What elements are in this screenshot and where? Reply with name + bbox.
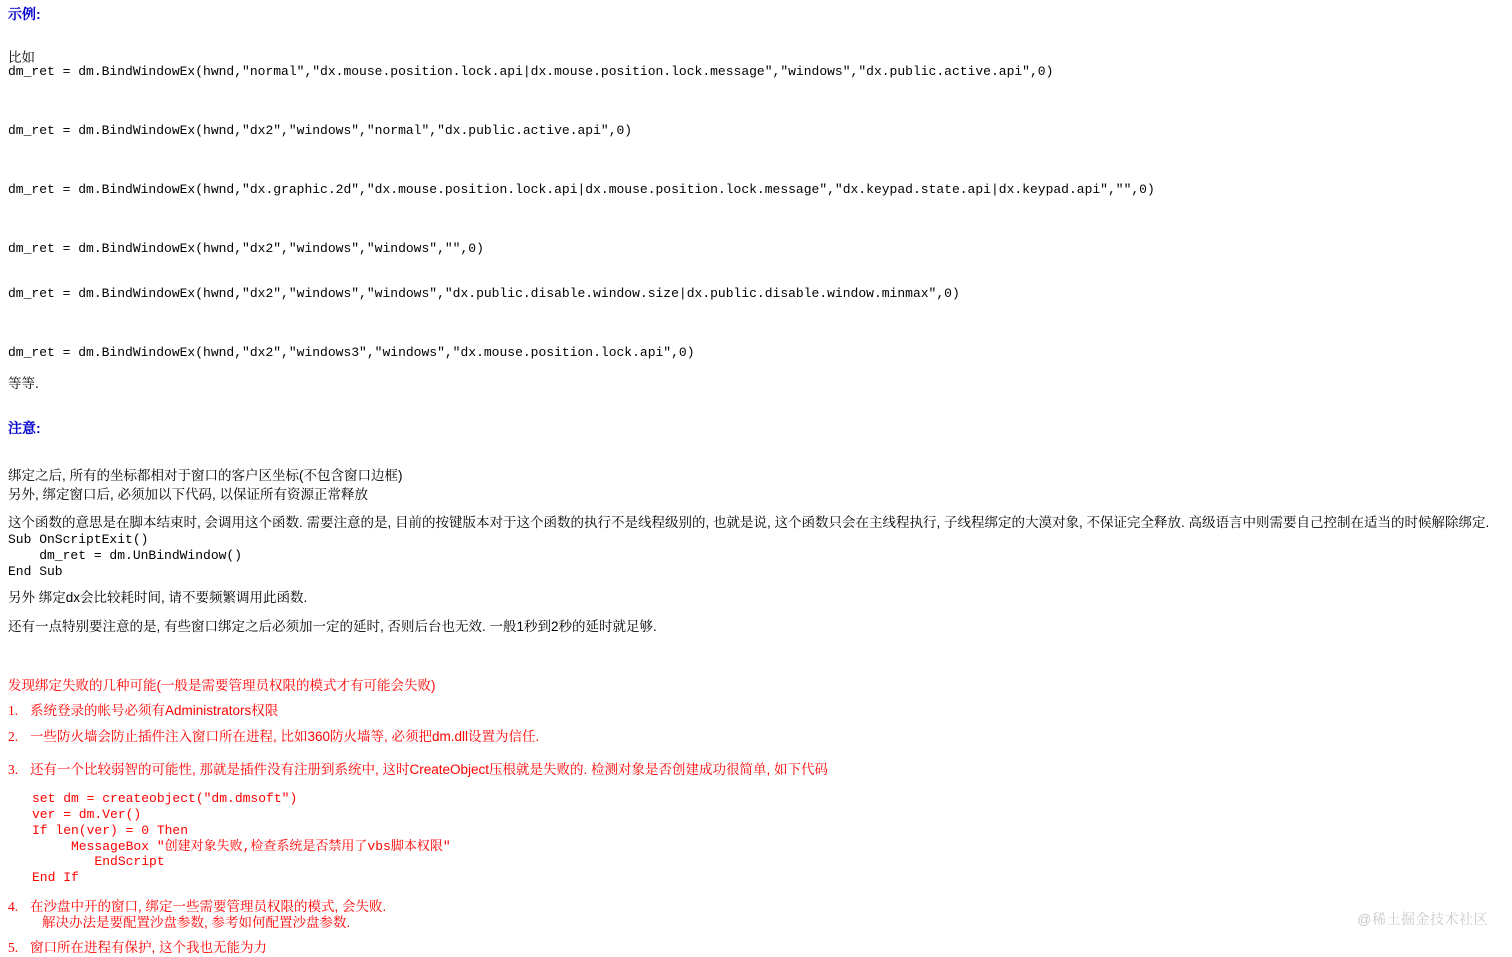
example-heading: 示例: [8, 6, 41, 22]
list-item-number: 2. [8, 729, 19, 744]
detect-code-line-4: MessageBox "创建对象失败,检查系统是否禁用了vbs脚本权限" [32, 838, 451, 854]
note-line-2: 另外, 绑定窗口后, 必须加以下代码, 以保证所有资源正常释放 [8, 487, 369, 502]
code-example-6: dm_ret = dm.BindWindowEx(hwnd,"dx2","windows3","windows","dx.mouse.position.lock.api",0) [8, 345, 695, 360]
list-item [8, 703, 1488, 725]
list-item-number: 3. [8, 762, 19, 777]
detect-code-line-6: End If [32, 870, 79, 886]
watermark: @稀土掘金技术社区 [1357, 911, 1488, 927]
note-line-5: 还有一点特别要注意的是, 有些窗口绑定之后必须加一定的延时, 否则后台也无效. 一般1秒到2秒的延时就足够. [8, 619, 657, 634]
list-item [8, 899, 1208, 915]
fail-item-4-sub: 解决办法是要配置沙盘参数, 参考如何配置沙盘参数. [42, 915, 351, 931]
note-line-4: 另外 绑定dx会比较耗时间, 请不要频繁调用此函数. [8, 590, 308, 605]
fail-item-4 [8, 899, 1208, 931]
list-item-label: 窗口所在进程有保护, 这个我也无能为力 [30, 940, 268, 955]
list-item-number: 5. [8, 940, 19, 955]
detect-code-line-1: set dm = createobject("dm.dmsoft") [32, 791, 298, 806]
detect-code-line-3: If len(ver) = 0 Then [32, 822, 189, 838]
list-item [8, 940, 608, 956]
list-item-label: 在沙盘中开的窗口, 绑定一些需要管理员权限的模式, 会失败. [30, 899, 387, 914]
note-line-1: 绑定之后, 所有的坐标都相对于窗口的客户区坐标(不包含窗口边框) [8, 468, 403, 483]
list-item-label: 一些防火墙会防止插件注入窗口所在进程, 比如360防火墙等, 必须把dm.dll设置为信任. [30, 729, 540, 744]
unbind-code-line-1: Sub OnScriptExit() [8, 532, 149, 547]
unbind-code-line-3: End Sub [8, 564, 63, 579]
code-example-1: dm_ret = dm.BindWindowEx(hwnd,"normal","dx.mouse.position.lock.api|dx.mouse.position.lock.message","windows","dx.public.active.api",0) [8, 64, 1054, 79]
fail-heading: 发现绑定失败的几种可能(一般是需要管理员权限的模式才有可能会失败) [8, 678, 436, 693]
unbind-code-line-2: dm_ret = dm.UnBindWindow() [8, 548, 243, 563]
list-item-number: 1. [8, 703, 19, 718]
list-item [8, 762, 1488, 786]
example-intro: 比如 [8, 50, 35, 65]
code-example-4: dm_ret = dm.BindWindowEx(hwnd,"dx2","windows","windows","",0) [8, 241, 484, 256]
list-item-label: 还有一个比较弱智的可能性, 那就是插件没有注册到系统中, 这时CreateObject压根就是失败的. 检测对象是否创建成功很简单, 如下代码 [30, 762, 829, 777]
code-example-2: dm_ret = dm.BindWindowEx(hwnd,"dx2","windows","normal","dx.public.active.api",0) [8, 123, 633, 138]
note-heading: 注意: [8, 420, 41, 436]
fail-item-5 [8, 940, 608, 957]
list-item-number: 4. [8, 899, 19, 914]
fail-reason-list [8, 703, 1488, 790]
list-item-label: 系统登录的帐号必须有Administrators权限 [30, 703, 279, 718]
code-example-3: dm_ret = dm.BindWindowEx(hwnd,"dx.graphic.2d","dx.mouse.position.lock.api|dx.mouse.position.lock.message","dx.keypad.state.api|dx.keypad.api","",0) [8, 182, 1155, 197]
list-item [8, 729, 1488, 758]
detect-code-block [8, 791, 451, 886]
note-line-3: 这个函数的意思是在脚本结束时, 会调用这个函数. 需要注意的是, 目前的按键版本对于这个函数的执行不是线程级别的, 也就是说, 这个函数只会在主线程执行, 子线程绑定的大漠对象, 不保证完全释放. 高级语言中则需要自己控制在适当的时候解除绑定. [8, 515, 1490, 530]
code-example-5: dm_ret = dm.BindWindowEx(hwnd,"dx2","windows","windows","dx.public.disable.window.size|dx.public.disable.window.minmax",0) [8, 286, 960, 301]
example-footer: 等等. [8, 376, 39, 391]
detect-code-line-2: ver = dm.Ver() [32, 806, 142, 822]
detect-code-line-5: EndScript [32, 854, 165, 870]
